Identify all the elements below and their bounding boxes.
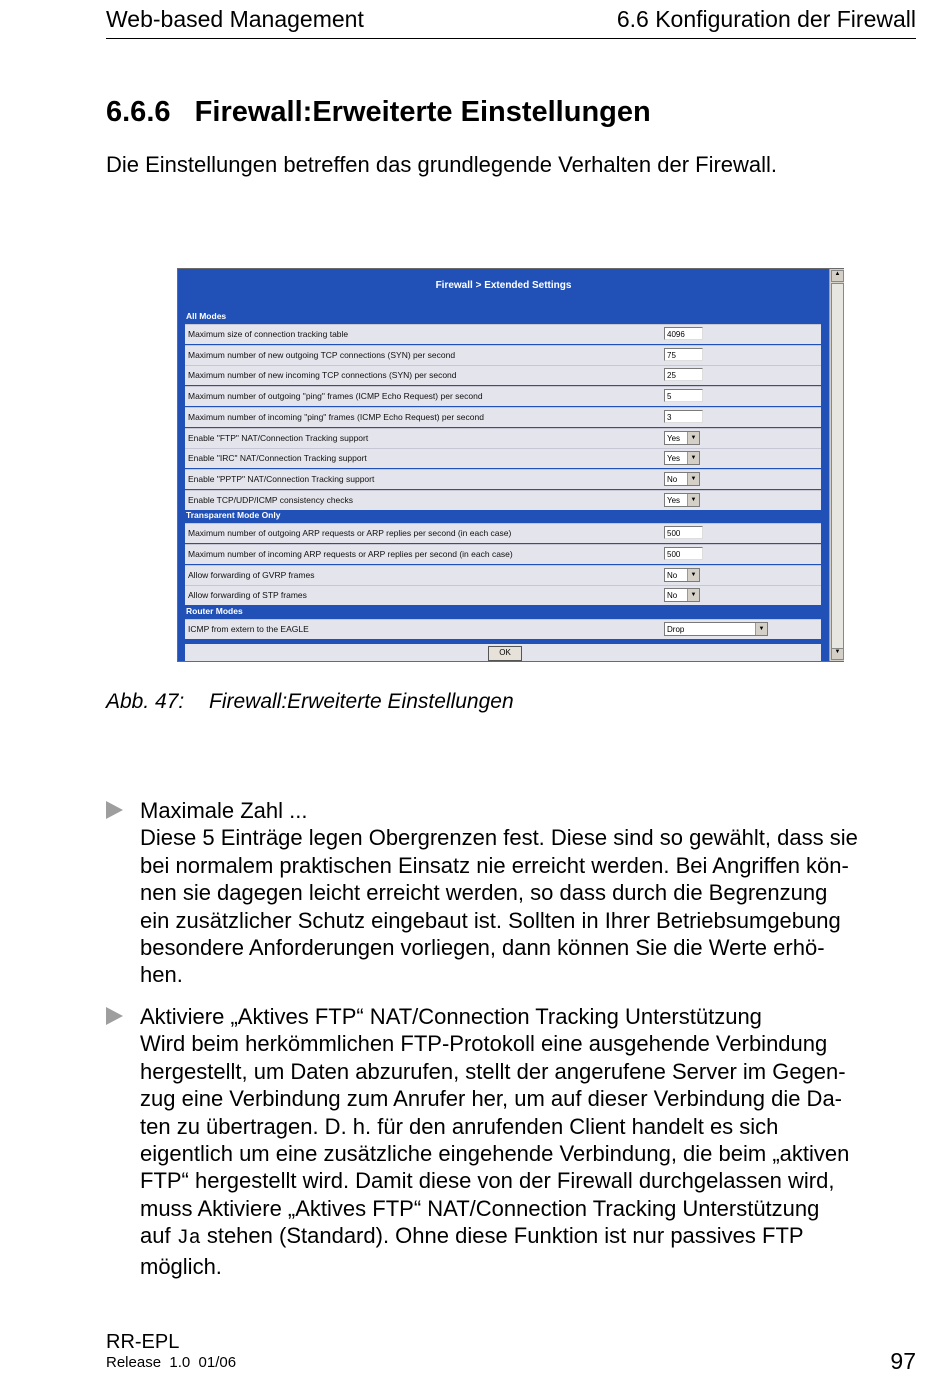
- footer-release: Release 1.0 01/06: [106, 1354, 237, 1371]
- setting-row: [185, 428, 821, 448]
- setting-label: ICMP from extern to the EAGLE: [188, 624, 309, 635]
- setting-select[interactable]: [664, 472, 700, 486]
- ok-button[interactable]: OK: [488, 646, 522, 661]
- setting-row: [185, 386, 821, 406]
- setting-row: [185, 324, 821, 344]
- group-heading: All Modes: [186, 311, 227, 321]
- setting-row: [185, 544, 821, 564]
- select-value: Drop: [667, 625, 685, 635]
- setting-row: [185, 490, 821, 510]
- select-value: Yes: [667, 495, 681, 505]
- scroll-up-arrow-icon[interactable]: ▲: [831, 270, 844, 282]
- dropdown-arrow-icon[interactable]: ▼: [687, 452, 699, 464]
- running-header-left: Web-based Management: [106, 6, 364, 32]
- setting-row: [185, 365, 821, 385]
- bullet-heading: Aktiviere „Aktives FTP“ NAT/Connection Tracking Unterstützung: [140, 1004, 762, 1029]
- setting-label: Allow forwarding of GVRP frames: [188, 569, 315, 580]
- setting-input[interactable]: 5: [664, 389, 703, 402]
- text-fragment: stehen (Standard). Ohne diese Funktion ist nur passives FTP: [200, 1223, 804, 1249]
- dropdown-arrow-icon[interactable]: ▼: [687, 473, 699, 485]
- figure-caption: Firewall:Erweiterte Einstellungen: [209, 690, 514, 713]
- section-title: [106, 96, 651, 129]
- text-fragment: auf: [140, 1223, 177, 1249]
- bullet-line: zug eine Verbindung zum Anrufer her, um auf dieser Verbindung die Da-: [140, 1086, 843, 1112]
- select-value: Yes: [667, 433, 681, 443]
- vertical-scrollbar[interactable]: [829, 269, 844, 661]
- bullet-maximale-zahl: [140, 797, 920, 989]
- bullet-line-with-code: [140, 1222, 920, 1252]
- running-header-right: 6.6 Konfiguration der Firewall: [616, 6, 916, 32]
- setting-select[interactable]: [664, 431, 700, 445]
- bullet-line: ten zu übertragen. D. h. für den anrufenden Client handelt es sich: [140, 1113, 779, 1139]
- figure-label: Abb. 47:: [106, 690, 185, 713]
- setting-label: Enable "PPTP" NAT/Connection Tracking support: [188, 473, 375, 484]
- setting-label: Enable "FTP" NAT/Connection Tracking support: [188, 432, 369, 443]
- setting-label: Maximum number of incoming "ping" frames (ICMP Echo Request) per second: [188, 411, 484, 422]
- scrollbar-thumb[interactable]: [831, 283, 844, 650]
- group-heading: Transparent Mode Only: [186, 510, 281, 521]
- setting-input[interactable]: 3: [664, 410, 703, 423]
- bullet-line: Wird beim herkömmlichen FTP-Protokoll eine ausgehende Verbindung: [140, 1031, 828, 1057]
- bullet-triangle-icon: [106, 801, 123, 819]
- setting-label: Maximum number of outgoing ARP requests or ARP replies per second (in each case): [188, 528, 512, 539]
- scroll-down-arrow-icon[interactable]: ▼: [831, 648, 844, 660]
- setting-input[interactable]: 25: [664, 368, 703, 381]
- select-value: Yes: [667, 454, 681, 464]
- setting-row: [185, 523, 821, 543]
- page-number: 97: [890, 1348, 916, 1374]
- code-value: Ja: [176, 1227, 201, 1251]
- bullet-line: möglich.: [140, 1253, 222, 1279]
- dropdown-arrow-icon[interactable]: ▼: [687, 569, 699, 581]
- bullet-line: bei normalem praktischen Einsatz nie erreicht werden. Bei Angriffen kön-: [140, 852, 849, 878]
- bullet-line: eigentlich um eine zusätzliche eingehende Verbindung, die beim „aktiven: [140, 1141, 850, 1167]
- bullet-line: Diese 5 Einträge legen Obergrenzen fest. Diese sind so gewählt, dass sie: [140, 825, 858, 851]
- ok-row: [185, 644, 821, 661]
- setting-label: Maximum number of incoming ARP requests or ARP replies per second (in each case): [188, 549, 513, 559]
- setting-label: Allow forwarding of STP frames: [188, 590, 307, 601]
- setting-select[interactable]: [664, 493, 700, 507]
- setting-row: [185, 469, 821, 489]
- bullet-line: hergestellt, um Daten abzurufen, stellt der angerufene Server im Gegen-: [140, 1058, 846, 1084]
- bullet-line: ein zusätzlicher Schutz eingebaut ist. Sollten in Ihrer Betriebsumgebung: [140, 907, 841, 933]
- setting-label: Maximum number of new incoming TCP connections (SYN) per second: [188, 370, 457, 381]
- select-value: No: [667, 591, 678, 601]
- section-title-text: Firewall:Erweiterte Einstellungen: [194, 96, 651, 128]
- select-value: No: [667, 570, 678, 580]
- panel-title: Firewall > Extended Settings: [435, 280, 572, 291]
- bullet-line: FTP“ hergestellt wird. Damit diese von der Firewall durchgelassen wird,: [140, 1168, 835, 1194]
- setting-input[interactable]: 500: [664, 526, 703, 539]
- bullet-triangle-icon: [106, 1007, 123, 1025]
- setting-label: Maximum number of outgoing "ping" frames (ICMP Echo Request) per second: [188, 391, 483, 402]
- setting-row: [185, 565, 821, 585]
- bullet-line: nen sie dagegen leicht erreicht werden, so dass durch die Begrenzung: [140, 880, 828, 906]
- dropdown-arrow-icon[interactable]: ▼: [687, 589, 699, 601]
- setting-label: Enable "IRC" NAT/Connection Tracking support: [188, 453, 367, 464]
- select-value: No: [667, 474, 678, 484]
- setting-label: Maximum size of connection tracking table: [188, 329, 349, 339]
- bullet-line: muss Aktiviere „Aktives FTP“ NAT/Connection Tracking Unterstützung: [140, 1195, 820, 1221]
- section-intro: Die Einstellungen betreffen das grundlegende Verhalten der Firewall.: [106, 152, 778, 177]
- setting-select[interactable]: [664, 622, 768, 636]
- bullet-line: besondere Anforderungen vorliegen, dann können Sie die Werte erhö-: [140, 935, 825, 961]
- setting-label: Maximum number of new outgoing TCP connections (SYN) per second: [188, 349, 456, 360]
- setting-select[interactable]: [664, 451, 700, 465]
- setting-select[interactable]: [664, 588, 700, 602]
- footer-product: RR-EPL: [106, 1331, 180, 1353]
- bullet-aktives-ftp: [140, 1003, 920, 1280]
- settings-panel: [178, 269, 829, 661]
- dropdown-arrow-icon[interactable]: ▼: [687, 494, 699, 506]
- dropdown-arrow-icon[interactable]: ▼: [755, 623, 767, 635]
- group-heading: Router Modes: [186, 606, 243, 617]
- header-rule: [106, 38, 916, 39]
- section-number: 6.6.6: [106, 96, 171, 128]
- setting-row: [185, 619, 821, 639]
- setting-input[interactable]: 75: [664, 348, 703, 361]
- setting-select[interactable]: [664, 568, 700, 582]
- setting-row: [185, 448, 821, 468]
- bullet-line: hen.: [140, 962, 183, 988]
- screenshot-firewall-extended-settings: [177, 268, 844, 662]
- setting-row: [185, 407, 821, 427]
- setting-row: [185, 585, 821, 605]
- dropdown-arrow-icon[interactable]: ▼: [687, 432, 699, 444]
- setting-input[interactable]: 500: [664, 547, 703, 560]
- setting-row: [185, 345, 821, 365]
- setting-label: Enable TCP/UDP/ICMP consistency checks: [188, 494, 354, 505]
- setting-input[interactable]: 4096: [664, 327, 703, 340]
- bullet-heading: Maximale Zahl ...: [140, 798, 308, 823]
